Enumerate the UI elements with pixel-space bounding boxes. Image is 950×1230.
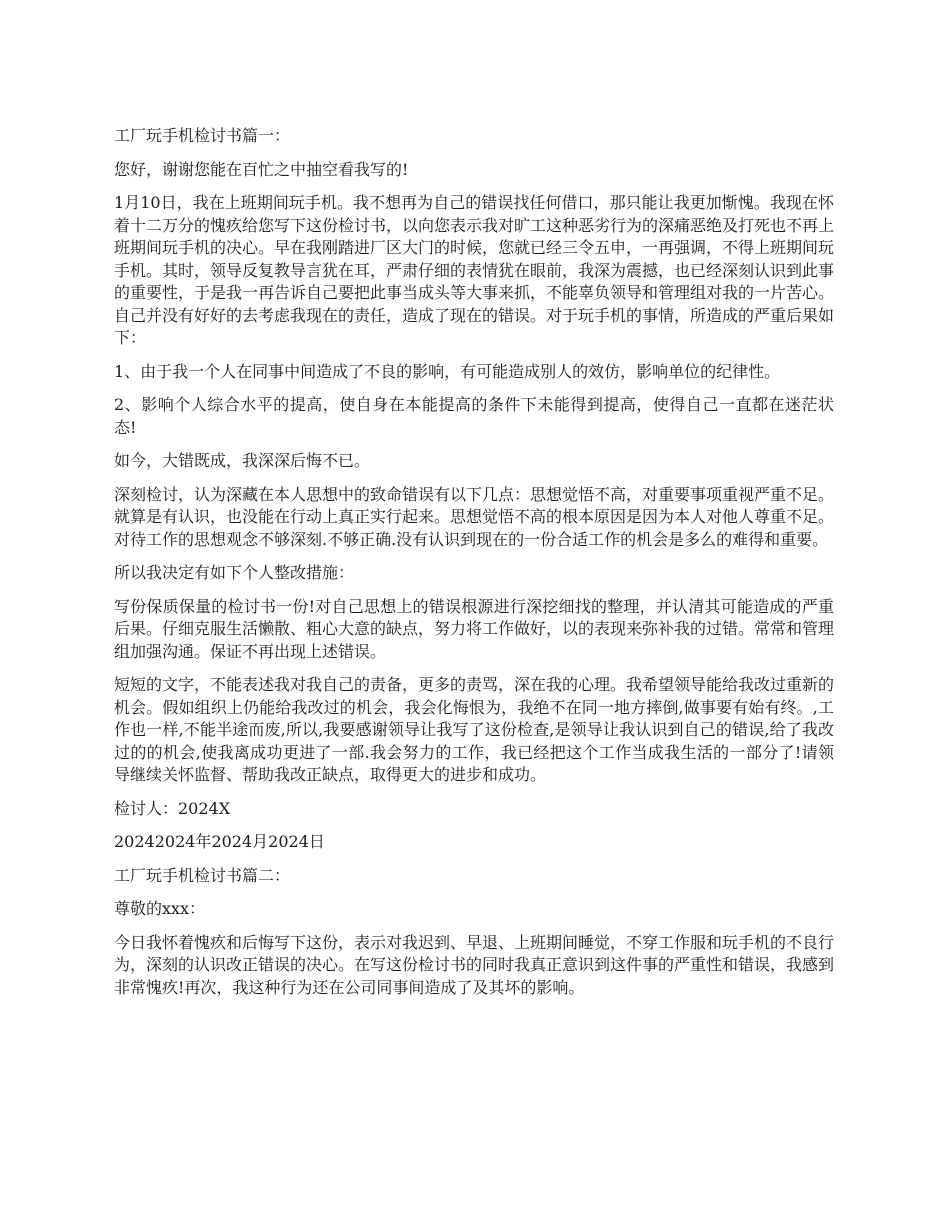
paragraph-second-intro: 今日我怀着愧疚和后悔写下这份，表示对我迟到、早退、上班期间睡觉，不穿工作服和玩手机的不良行为，深刻的认识改正错误的决心。在写这份检讨书的同时我真正意识到这件事的严重性和错误，我感到非常愧疚!再次，我这种行为还在公司同事间造成了及其坏的影响。 [114, 932, 835, 997]
signature-line: 检讨人：2024X [114, 798, 231, 818]
section-heading-2: 工厂玩手机检讨书篇二： [114, 865, 291, 885]
consequence-item-1: 1、由于我一个人在同事中间造成了不良的影响，有可能造成别人的效仿，影响单位的纪律性。 [114, 361, 781, 381]
paragraph-closing: 短短的文字，不能表述我对我自己的责备，更多的责骂，深在我的心理。我希望领导能给我改过重新的机会。假如组织上仍能给我改过的机会，我会化悔恨为，我绝不在同一地方摔倒,做事要有始有终。,工作也一样,不能半途而废,所以,我要感谢领导让我写了这份检查,是领导让我认识到自己的错误,给了我改过的的机会,使我离成功更进了一部.我会努力的工作，我已经把这个工作当成我生活的一部分了!请领导继续关怀监督、帮助我改正缺点，取得更大的进步和成功。 [114, 675, 835, 784]
section-heading-1: 工厂玩手机检讨书篇一： [114, 126, 291, 145]
paragraph-measures-intro: 所以我决定有如下个人整改措施： [114, 563, 355, 582]
date-line: 20242024年2024月2024日 [114, 832, 325, 851]
consequence-item-2: 2、影响个人综合水平的提高，使自身在本能提高的条件下未能得到提高，使得自己一直都在迷茫状态! [114, 395, 834, 437]
paragraph-incident: 1月10日，我在上班期间玩手机。我不想再为自己的错误找任何借口，那只能让我更加惭愧。我现在怀着十二万分的愧疚给您写下这份检讨书，以向您表示我对旷工这种恶劣行为的深痛恶绝及打死也不再上班期间玩手机的决心。早在我刚踏进厂区大门的时候，您就已经三令五申，一再强调，不得上班期间玩手机。其时，领导反复教导言犹在耳，严肃仔细的表情犹在眼前，我深为震撼，也已经深刻认识到此事的重要性，于是我一再告诉自己要把此事当成头等大事来抓，不能辜负领导和管理组对我的一片苦心。自己并没有好好的去考虑我现在的责任，造成了现在的错误。对于玩手机的事情，所造成的严重后果如下： [114, 193, 835, 347]
paragraph-measures: 写份保质保量的检讨书一份!对自己思想上的错误根源进行深挖细找的整理，并认清其可能造成的严重后果。仔细克服生活懒散、粗心大意的缺点，努力将工作做好，以的表现来弥补我的过错。常常和管理组加强沟通。保证不再出现上述错误。 [114, 596, 835, 661]
salutation: 尊敬的xxx： [114, 899, 206, 918]
paragraph-regret: 如今，大错既成，我深深后悔不已。 [114, 451, 371, 470]
greeting: 您好，谢谢您能在百忙之中抽空看我写的! [114, 159, 409, 179]
document-body [114, 125, 834, 1010]
paragraph-reflection: 深刻检讨，认为深藏在本人思想中的致命错误有以下几点：思想觉悟不高，对重要事项重视严重不足。就算是有认识，也没能在行动上真正实行起来。思想觉悟不高的根本原因是因为本人对他人尊重不足。对待工作的思想观念不够深刻.不够正确.没有认识到现在的一份合适工作的机会是多么的难得和重要。 [114, 484, 835, 549]
